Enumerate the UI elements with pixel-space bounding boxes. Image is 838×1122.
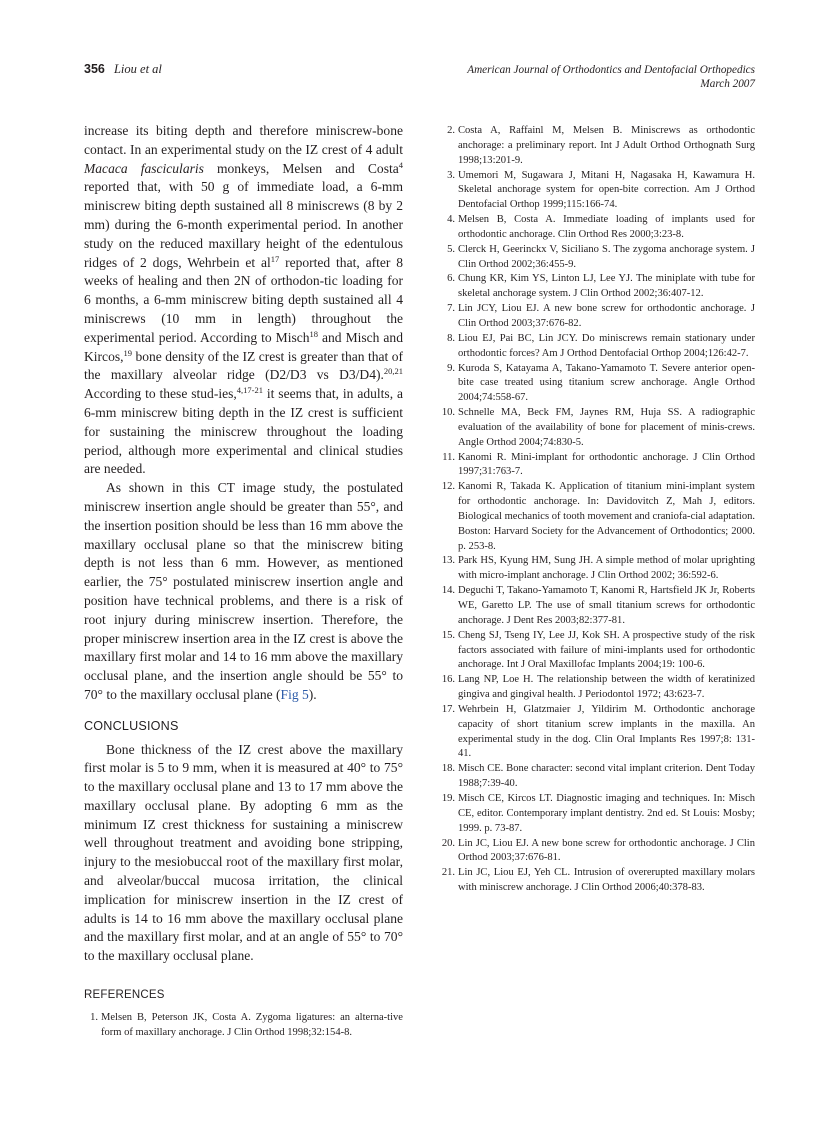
text-run: increase its biting depth and therefore miniscrew-bone contact. In an experimental study on the IZ crest of 4 adult [84,123,403,157]
reference-text: Melsen B, Peterson JK, Costa A. Zygoma ligatures: an alterna-tive form of maxillary anchorage. J Clin Orthod 1998;32:154-8. [101,1011,403,1038]
references-heading: REFERENCES [84,989,165,1002]
reference-item [441,124,755,169]
reference-item [441,243,755,273]
reference-text: Lin JC, Liou EJ. A new bone screw for orthodontic anchorage. J Clin Orthod 2003;37:676-81. [458,837,755,864]
reference-number: 6. [447,273,455,285]
text-run: it seems that, in adults, a 6-mm miniscrew biting depth in the IZ crest is sufficient for sustaining the miniscrew throughout the loading period, although more experimental and clinical studies are needed. [84,386,403,477]
discussion-text [84,122,403,705]
left-column [84,122,403,1040]
reference-number: 10. [441,407,455,419]
body-paragraph [84,122,403,479]
reference-text: Wehrbein H, Glatzmaier J, Yildirim M. Orthodontic anchorage capacity of short titanium screw implants in the maxilla. An experimental study in the dog. Clin Oral Implants Res 1997;8: 131-41. [458,703,755,760]
running-title: Liou et al [113,62,162,76]
citation-superscript: 18 [309,328,319,339]
reference-text: Liou EJ, Pai BC, Lin JCY. Do miniscrews remain stationary under orthodontic forces? Am J Orthod Dentofacial Orthop 2004;126:42-7. [458,332,755,359]
reference-item [441,480,755,554]
reference-item [441,703,755,762]
reference-item [441,762,755,792]
reference-number: 18. [441,763,455,775]
reference-text: Melsen B, Costa A. Immediate loading of implants used for orthodontic anchorage. Clin Orthod Res 2000;3:23-8. [458,214,755,240]
reference-number: 19. [441,792,455,804]
citation-superscript: 4 [398,159,403,170]
reference-text: Misch CE. Bone character: second vital implant criterion. Dent Today 1988;7:39-40. [458,763,755,790]
reference-item [441,673,755,703]
reference-text: Schnelle MA, Beck FM, Jaynes RM, Huja SS. A radiographic evaluation of the availability of bone for placement of minis-crews. Angle Orthod 2004;74:830-5. [458,407,755,448]
text-run: ). [308,686,317,702]
reference-item [441,451,755,481]
journal-name: American Journal of Orthodontics and Dentofacial Orthopedics [467,64,755,76]
reference-item [441,837,755,867]
page-header-right [467,63,755,91]
reference-number: 20. [441,837,455,849]
reference-number: 5. [447,243,455,255]
citation-superscript: 17 [270,253,280,264]
reference-number: 7. [447,303,455,315]
conclusions-heading: CONCLUSIONS [84,718,179,733]
reference-number: 2. [447,125,455,136]
issue-date: March 2007 [700,78,755,90]
italic-text: Macaca fascicularis [84,160,204,176]
citation-superscript: 20,21 [383,366,403,377]
reference-item [441,213,755,243]
reference-number: 13. [441,555,455,567]
reference-item [441,362,755,407]
page-header-left [84,62,162,77]
reference-text: Misch CE, Kircos LT. Diagnostic imaging and techniques. In: Misch CE, editor. Contemporary implant dentistry. 2nd ed. St Louis: Mosby; 1999. p. 73-87. [458,792,755,834]
reference-text: Chung KR, Kim YS, Linton LJ, Lee YJ. The miniplate with tube for skeletal anchorage system. J Clin Orthod 2002;36:407-12. [458,273,755,300]
page-number: 356 [84,62,105,76]
reference-text: Costa A, Raffainl M, Melsen B. Miniscrews as orthodontic anchorage: a preliminary report. Int J Adult Orthod Orthognath Surg 1998;13:201-9. [458,125,755,166]
reference-list-left [84,1010,403,1040]
reference-text: Lin JC, Liou EJ, Yeh CL. Intrusion of overerupted maxillary molars with miniscrew anchorage. J Clin Orthod 2006;40:378-83. [458,867,755,894]
text-run: monkeys, Melsen and Costa [203,160,399,176]
reference-item [441,554,755,584]
text-run: As shown in this CT image study, the postulated miniscrew insertion angle should be greater than 55°, and the insertion position should be less than 16 mm above the maxillary occlusal plane so that the miniscrew biting depth is not less than 6 mm. However, as mentioned earlier, the 75° postulated miniscrew insertion angle and position have technical problems, and there is a risk of root injury during miniscrew insertion. Therefore, the proper miniscrew insertion area in the IZ crest is above the maxillary first molar and 14 to 16 mm above the maxillary occlusal plane, and the insertion angle should be 55° to 70° to the maxillary occlusal plane ( [84,480,403,702]
reference-text: Park HS, Kyung HM, Sung JH. A simple method of molar uprighting with micro-implant anchorage. J Clin Orthod 2002; 36:592-6. [458,555,755,582]
reference-item [441,866,755,896]
reference-number: 8. [447,332,455,344]
reference-number: 3. [447,169,455,181]
reference-text: Deguchi T, Takano-Yamamoto T, Kanomi R, Hartsfield JK Jr, Roberts WE, Garetto LP. The use of small titanium screws for orthodontic anchorage. J Dent Res 2003;82:377-81. [458,585,755,626]
reference-number: 21. [441,867,455,879]
reference-number: 1. [90,1011,98,1023]
reference-number: 4. [447,214,455,226]
reference-number: 17. [441,703,455,715]
reference-item [441,584,755,629]
text-run: According to these stud-ies, [84,386,237,402]
reference-text: Cheng SJ, Tseng IY, Lee JJ, Kok SH. A prospective study of the risk factors associated with failure of mini-implants used for orthodontic anchorage. Int J Oral Maxillofac Implants 2004;19: 100-6. [458,629,755,671]
figure-link[interactable]: Fig 5 [280,686,309,702]
reference-text: Lin JCY, Liou EJ. A new bone screw for orthodontic anchorage. J Clin Orthod 2003;37:676-82. [458,303,755,329]
reference-item [441,406,755,451]
reference-number: 14. [441,585,455,597]
conclusions-paragraph: Bone thickness of the IZ crest above the maxillary first molar is 5 to 9 mm, when it is measured at 40° to 75° to the maxillary occlusal plane and 13 to 17 mm above the maxillary occlusal plane. By adopting 6 mm as the minimum IZ crest thickness for sustaining a miniscrew well throughout treatment and avoiding bone stripping, injury to the mesiobuccal root of the maxillary first molar, and alveolar/buccal mucosa irritation, the clinical implication for miniscrew insertion in the IZ crest of adults is 14 to 16 mm above the maxillary occlusal plane and the maxillary first molar, and at an angle of 55° to 70° to the maxillary occlusal plane. [84,741,403,964]
text-run: bone density of the IZ crest is greater than that of the maxillary alveolar ridge (D2/D3 vs D3/D4). [84,348,403,383]
text-run: reported that, with 50 g of immediate load, a 6-mm miniscrew biting depth sustained all 8 miniscrews (8 by 2 mm) during the 6-month experimental period. In another study on the reduced maxillary height of the edentulous ridges of 2 dogs, Wehrbein et al [84,179,403,270]
reference-list-right [441,124,755,896]
reference-item [441,629,755,674]
reference-item [441,332,755,362]
reference-item [441,792,755,837]
reference-item [84,1010,403,1040]
reference-item [441,169,755,214]
reference-number: 11. [442,451,455,463]
reference-text: Kanomi R. Mini-implant for orthodontic anchorage. J Clin Orthod 1997;31:763-7. [458,451,755,478]
citation-superscript: 4,17-21 [236,385,263,396]
reference-item [441,302,755,332]
reference-text: Lang NP, Loe H. The relationship between the width of keratinized gingiva and gingival health. J Periodontol 1972; 43:623-7. [458,674,755,701]
reference-number: 9. [447,362,455,374]
citation-superscript: 19 [123,347,133,358]
reference-number: 15. [441,629,455,641]
body-paragraph [84,479,403,705]
reference-text: Kuroda S, Katayama A, Takano-Yamamoto T. Severe anterior open-bite case treated using titanium screw anchorage. Angle Orthod 2004;74:558-67. [458,362,755,404]
reference-text: Kanomi R, Takada K. Application of titanium mini-implant system for orthodontic anchorage. In: Davidovitch Z, Mah J, editors. Biological mechanics of tooth movement and craniofa-cial adaptation. Boston: Harvard Society for the Advancement of Orthodontics; 2000. p. 253-8. [458,481,755,552]
reference-number: 12. [441,481,455,493]
reference-text: Umemori M, Sugawara J, Mitani H, Nagasaka H, Kawamura H. Skeletal anchorage system for open-bite correction. Am J Orthod Dentofacial Orthop 1999;115:166-74. [458,169,755,211]
reference-item [441,272,755,302]
reference-text: Clerck H, Geerinckx V, Siciliano S. The zygoma anchorage system. J Clin Orthod 2002;36:455-9. [458,243,755,270]
reference-number: 16. [441,674,455,686]
text-run: reported that, after 8 weeks of healing and then 2N of orthodon-tic loading for 6 months, a 6-mm miniscrew biting depth sustained all 4 miniscrews (10 mm in length) throughout the experimental period. According to Misch [84,254,403,345]
text-run: and Misch and Kircos, [84,329,403,364]
